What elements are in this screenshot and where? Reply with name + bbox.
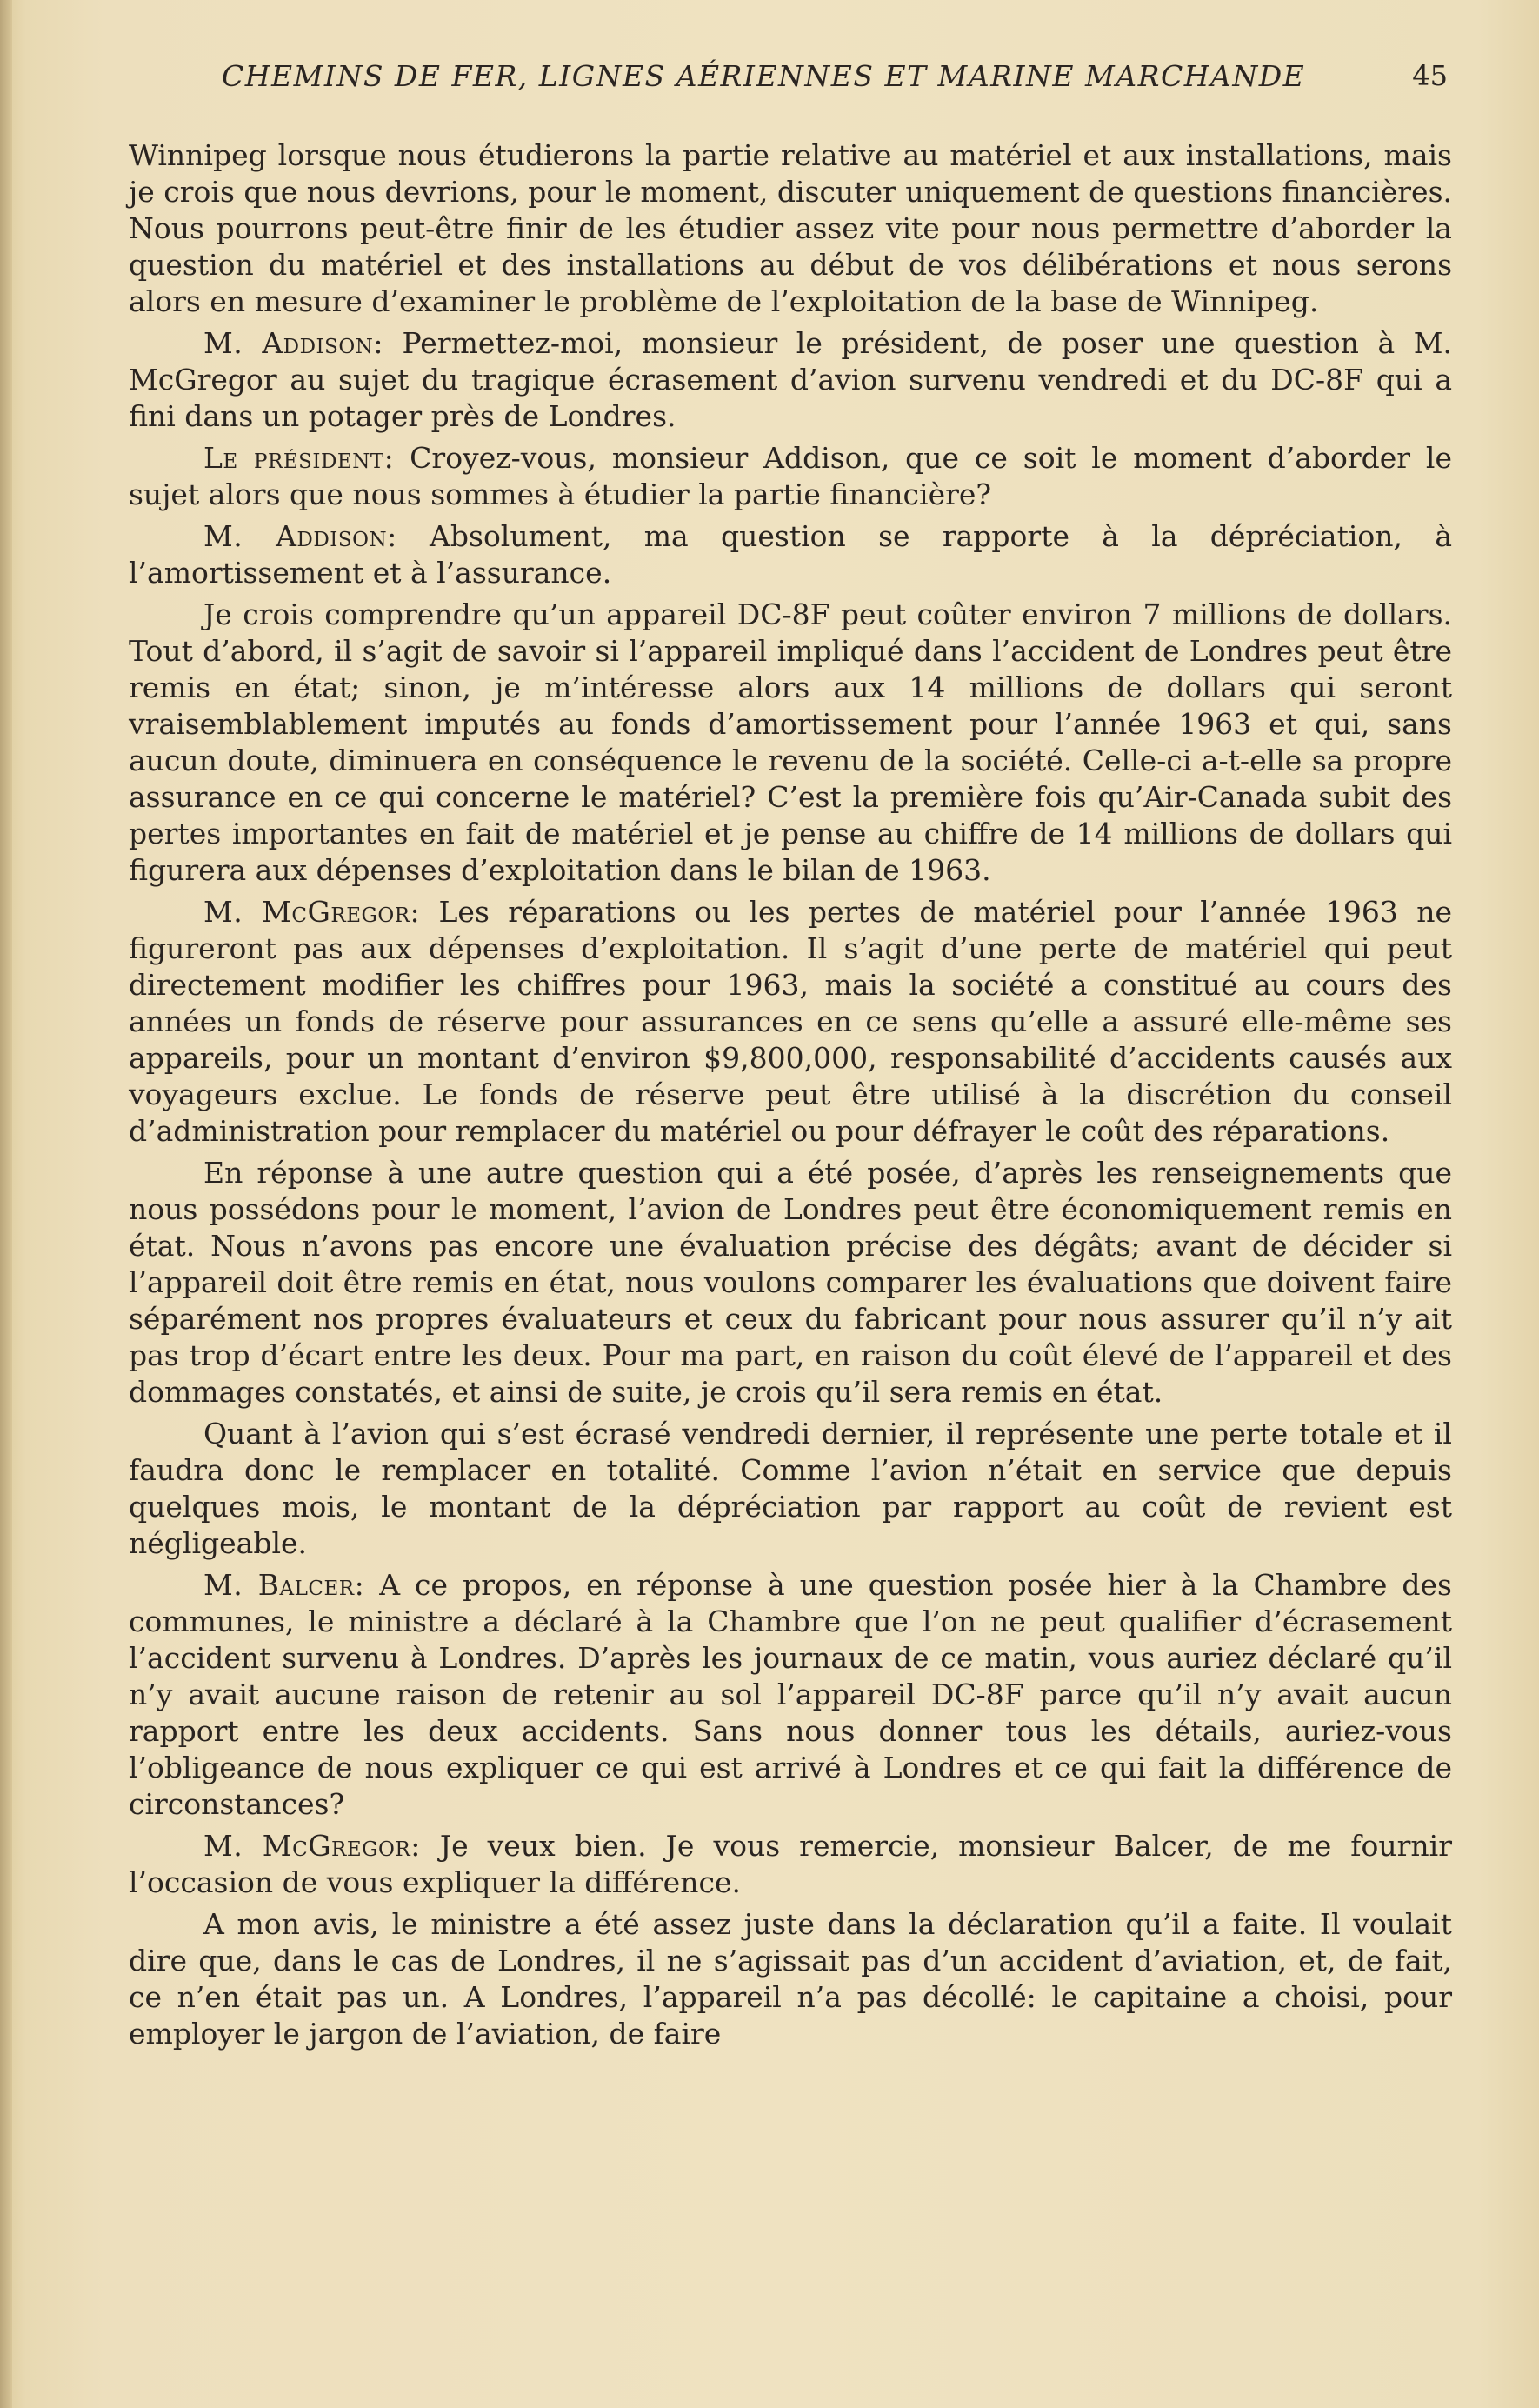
running-head: CHEMINS DE FER, LIGNES AÉRIENNES ET MARINE MARCHANDE: [222, 59, 1306, 93]
paragraph: [129, 137, 1452, 320]
paragraph: [129, 1906, 1452, 2052]
paragraph-text: Winnipeg lorsque nous étudierons la partie relative au matériel et aux installations, mais je crois que nous devrions, pour le moment, discuter uniquement de questions financières. Nous pourrons peut-être finir de les étudier assez vite pour nous permettre d’aborder la question du matériel et des installations au début de vos délibérations et nous serons alors en mesure d’examiner le problème de l’exploitation de la base de Winnipeg.: [129, 138, 1452, 318]
paragraph-speaker: Le président:: [203, 441, 395, 475]
paragraph-text: Je crois comprendre qu’un appareil DC-8F peut coûter environ 7 millions de dollars. Tout d’abord, il s’agit de savoir si l’appareil impliqué dans l’accident de Londres peut être remis en état; sinon, je m’intéresse alors aux 14 millions de dollars qui seront vraisemblablement imputés au fonds d’amortissement pour l’année 1963 et qui, sans aucun doute, diminuera en conséquence le revenu de la société. Celle-ci a-t-elle sa propre assurance en ce qui concerne le matériel? C’est la première fois qu’Air-Canada subit des pertes importantes en fait de matériel et je pense au chiffre de 14 millions de dollars qui figurera aux dépenses d’exploitation dans le bilan de 1963.: [129, 597, 1452, 887]
paragraph-text: En réponse à une autre question qui a été posée, d’après les renseignements que nous possédons pour le moment, l’avion de Londres peut être économiquement remis en état. Nous n’avons pas encore une évaluation précise des dégâts; avant de décider si l’appareil doit être remis en état, nous voulons comparer les évaluations que doivent faire séparément nos propres évaluateurs et ceux du fabricant pour nous assurer qu’il n’y ait pas trop d’écart entre les deux. Pour ma part, en raison du coût élevé de l’appareil et des dommages constatés, et ainsi de suite, je crois qu’il sera remis en état.: [129, 1156, 1452, 1409]
paragraph-speaker: M. McGregor:: [203, 895, 421, 929]
paragraph-speaker: M. McGregor:: [203, 1829, 421, 1863]
paragraph-speaker: M. Addison:: [203, 519, 397, 553]
page-binding-edge: [0, 0, 12, 2408]
paragraph: [129, 1416, 1452, 1562]
paragraph-speaker: M. Balcer:: [203, 1568, 365, 1602]
paragraph: [129, 1155, 1452, 1411]
paragraph-text: Quant à l’avion qui s’est écrasé vendredi dernier, il représente une perte totale et il faudra donc le remplacer en totalité. Comme l’avion n’était en service que depuis quelques mois, le montant de la dépréciation par rapport au coût de revient est négligeable.: [129, 1417, 1452, 1560]
paragraph: [129, 1567, 1452, 1823]
paragraph-text: Absolument, ma question se rapporte à la dépréciation, à l’amortissement et à l’assurance.: [129, 519, 1452, 590]
paragraph-text: Permettez-moi, monsieur le président, de poser une question à M. McGregor au sujet du tragique écrasement d’avion survenu vendredi et du DC-8F qui a fini dans un potager près de Londres.: [129, 326, 1452, 433]
page-header: [222, 59, 1448, 93]
paragraph: [129, 440, 1452, 513]
paragraph-text: Je veux bien. Je vous remercie, monsieur Balcer, de me fournir l’occasion de vous expliquer la différence.: [129, 1829, 1452, 1899]
paragraph: [129, 518, 1452, 591]
paragraph-text: A mon avis, le ministre a été assez juste dans la déclaration qu’il a faite. Il voulait dire que, dans le cas de Londres, il ne s’agissait pas d’un accident d’aviation, et, de fait, ce n’en était pas un. A Londres, l’appareil n’a pas décollé: le capitaine a choisi, pour employer le jargon de l’aviation, de faire: [129, 1907, 1452, 2051]
paragraph: [129, 894, 1452, 1150]
paragraph: [129, 325, 1452, 435]
paragraph: [129, 597, 1452, 889]
paragraph: [129, 1828, 1452, 1901]
page-number: 45: [1412, 59, 1448, 92]
paragraph-text: Croyez-vous, monsieur Addison, que ce soit le moment d’aborder le sujet alors que nous sommes à étudier la partie financière?: [129, 441, 1453, 511]
paragraph-text: A ce propos, en réponse à une question posée hier à la Chambre des communes, le ministre a déclaré à la Chambre que l’on ne peut qualifier d’écrasement l’accident survenu à Londres. D’après les journaux de ce matin, vous auriez déclaré qu’il n’y avait aucune raison de retenir au sol l’appareil DC-8F parce qu’il n’y avait aucun rapport entre les deux accidents. Sans nous donner tous les détails, auriez-vous l’obligeance de nous expliquer ce qui est arrivé à Londres et ce qui fait la différence de circonstances?: [129, 1568, 1452, 1821]
paragraph-text: Les réparations ou les pertes de matériel pour l’année 1963 ne figureront pas aux dépenses d’exploitation. Il s’agit d’une perte de matériel qui peut directement modifier les chiffres pour 1963, mais la société a constitué au cours des années un fonds de réserve pour assurances en ce sens qu’elle a assuré elle-même ses appareils, pour un montant d’environ $9,800,000, responsabilité d’accidents causés aux voyageurs exclue. Le fonds de réserve peut être utilisé à la discrétion du conseil d’administration pour remplacer du matériel ou pour défrayer le coût des réparations.: [129, 895, 1452, 1148]
paragraph-speaker: M. Addison:: [203, 326, 383, 360]
body-text: [129, 137, 1452, 2058]
